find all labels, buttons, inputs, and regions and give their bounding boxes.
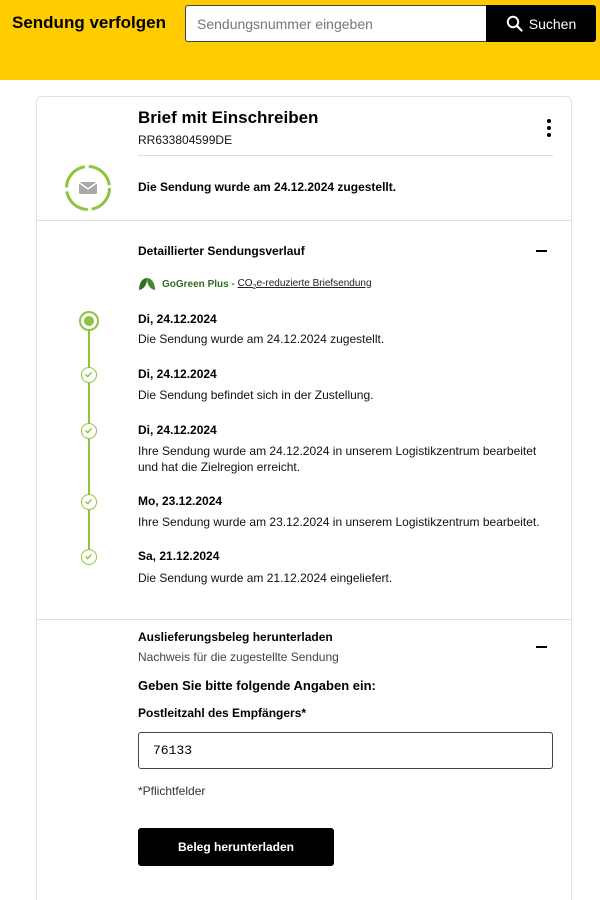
divider <box>37 619 571 620</box>
event-date: Sa, 21.12.2024 <box>138 549 220 563</box>
event-date: Mo, 23.12.2024 <box>138 494 223 508</box>
collapse-history-button[interactable] <box>536 250 547 252</box>
more-options-button[interactable] <box>537 117 561 139</box>
event-text: Ihre Sendung wurde am 24.12.2024 in unserem Logistikzentrum bearbeitet und hat die Zielregion erreicht. <box>138 444 537 474</box>
event-text: Die Sendung wurde am 21.12.2024 eingeliefert. <box>138 571 393 585</box>
required-fields-note: *Pflichtfelder <box>138 784 206 798</box>
more-vertical-icon-dot <box>547 133 551 137</box>
event-text: Die Sendung wurde am 24.12.2024 zugestellt. <box>138 332 385 346</box>
check-icon <box>84 370 93 379</box>
timeline-dot <box>81 367 97 383</box>
gogreen-separator: - <box>228 278 238 290</box>
form-heading: Geben Sie bitte folgende Angaben ein: <box>138 678 376 693</box>
search-icon <box>506 15 523 32</box>
tracking-search-input[interactable] <box>185 5 487 42</box>
collapse-download-button[interactable] <box>536 646 547 648</box>
event-date: Di, 24.12.2024 <box>138 367 217 381</box>
postcode-input[interactable] <box>138 732 553 769</box>
event-text: Die Sendung befindet sich in der Zustellung. <box>138 388 374 402</box>
more-vertical-icon <box>547 119 551 123</box>
timeline-line <box>88 321 90 557</box>
event-date: Di, 24.12.2024 <box>138 423 217 437</box>
page-title: Sendung verfolgen <box>12 13 166 32</box>
download-section-subtitle: Nachweis für die zugestellte Sendung <box>138 650 339 664</box>
product-title: Brief mit Einschreiben <box>138 108 319 127</box>
search-button[interactable] <box>486 5 596 42</box>
gogreen-description-link[interactable] <box>238 278 372 291</box>
timeline-dot <box>81 549 97 565</box>
leaf-icon <box>138 277 156 291</box>
timeline-dot <box>81 423 97 439</box>
download-receipt-button[interactable]: Beleg herunterladen <box>138 828 334 866</box>
search-button-label: Suchen <box>528 15 577 32</box>
gogreen-desc-post: e-reduzierte Briefsendung <box>256 277 372 289</box>
event-date: Di, 24.12.2024 <box>138 312 217 326</box>
gogreen-desc-pre: CO <box>237 277 253 289</box>
envelope-icon <box>64 164 112 212</box>
check-icon <box>84 426 93 435</box>
gogreen-brand: GoGreen Plus <box>162 278 229 290</box>
divider <box>138 155 553 156</box>
postcode-label: Postleitzahl des Empfängers* <box>138 706 307 720</box>
event-text: Ihre Sendung wurde am 23.12.2024 in unserem Logistikzentrum bearbeitet. <box>138 515 540 529</box>
shipment-card <box>36 96 572 900</box>
timeline-current-dot <box>79 311 99 331</box>
more-vertical-icon-dot <box>547 126 551 130</box>
tracking-number: RR633804599DE <box>138 133 233 147</box>
header-bar <box>0 0 600 80</box>
timeline-dot <box>81 494 97 510</box>
history-section-title: Detaillierter Sendungsverlauf <box>138 244 305 258</box>
gogreen-desc-sub: 2 <box>252 283 257 291</box>
delivery-status-text: Die Sendung wurde am 24.12.2024 zugestellt. <box>138 180 397 194</box>
check-icon <box>84 552 93 561</box>
divider <box>37 220 571 221</box>
check-icon <box>84 497 93 506</box>
download-section-title: Auslieferungsbeleg herunterladen <box>138 630 333 644</box>
gogreen-badge <box>138 277 372 291</box>
